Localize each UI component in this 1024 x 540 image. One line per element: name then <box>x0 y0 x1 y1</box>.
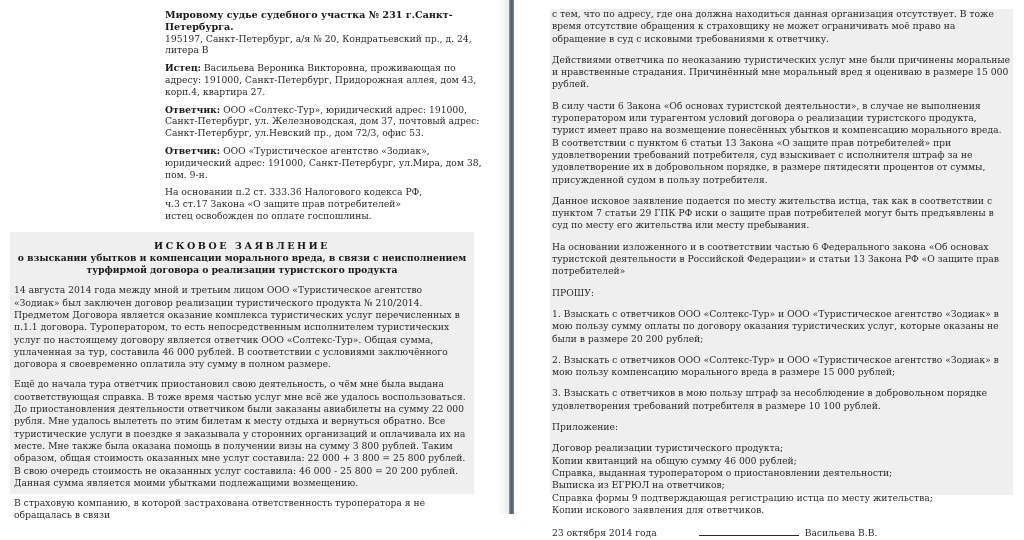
attachments-list <box>552 443 1011 517</box>
attachment-item: Выписка из ЕГРЮЛ на ответчиков; <box>552 480 725 492</box>
plaintiff-block <box>165 63 487 98</box>
attachment-item: Договор реализации туристического продукта; <box>552 443 784 455</box>
document-subtitle: о взыскании убытков и компенсации морального вреда, в связи с неисполнением турфирмой договора о реализации туристского продукта <box>17 253 467 277</box>
addressee-block <box>165 10 487 223</box>
document-title: ИСКОВОЕ ЗАЯВЛЕНИЕ <box>154 241 330 252</box>
request-item: 1. Взыскать с ответчиков ООО «Солтекс-Тур» и ООО «Туристическое агентство «Зодиак» в мою пользу сумму оплаты по договору оказания туристических услуг, которые оказаны не были в размере 20 200 рублей; <box>552 308 999 345</box>
paragraph: с тем, что по адресу, где она должна находиться данная организация отсутствует. В тоже время отсутствие обращения к страховщику не может ограничивать моё право на обращение в суд с исковыми требованиями к ответчику. <box>552 9 994 45</box>
attachment-item: Справка, выданная туроператором о приостановлении деятельности; <box>552 467 893 479</box>
fee-exemption-line: ч.3 ст.17 Закона «О защите прав потребителей» <box>165 199 402 211</box>
defendant-1-label: Ответчик: <box>165 104 221 116</box>
paragraph: На основании изложенного и в соответствии частью 6 Федерального закона «Об основах туристской деятельности в Российской Федерации» и статьи 13 Закона РФ «О защите прав потребителей» <box>552 241 999 278</box>
plaintiff-text: Васильева Вероника Викторовна, проживающая по адресу: 191000, Санкт-Петербург, Придорожная аллея, дом 43, корп.4, квартира 27. <box>165 63 477 98</box>
defendant-2-label: Ответчик: <box>165 145 221 157</box>
attachment-item: Копии квитанций на общую сумму 46 000 рублей; <box>552 455 797 467</box>
attachment-item: Справка формы 9 подтверждающая регистрацию истца по месту жительства; <box>552 492 933 504</box>
attachment-item: Копии искового заявления для ответчиков. <box>552 504 765 516</box>
fee-exemption <box>165 187 487 222</box>
paragraph: В страховую компанию, в которой застрахована ответственность туроператора я не обращалась в связи <box>14 498 426 522</box>
page-left <box>0 0 508 522</box>
paragraph: Ещё до начала тура ответчик приостановил свою деятельность, о чём мне была выдана соответствующая справка. В тоже время частью услуг мне всё же удалось воспользоваться. До приостановления деятельности ответчиком были заказаны авиабилеты на сумму 22 000 рубля. Мне удалось вылететь по этим билетам к месту отдыха и вернуться обратно. Все туристические услуги в поездке я заказывала у сторонних организаций и оплачивала их на месте. Мне также была оказана помощь в получении визы на сумму 3 800 рублей. Таким образом, общая стоимость оказанных мне услуг составила: 22 000 + 3 800 = 25 800 рублей. В свою очередь стоимость не оказанных услуг составила: 46 000 - 25 800 = 20 200 рублей. Данная сумма является моими убытками подлежащими возмещению. <box>14 379 466 489</box>
signature-name: Васильева В.В. <box>804 528 878 540</box>
signing-date: 23 октября 2014 года <box>552 528 657 540</box>
claim-body-right <box>550 9 1013 540</box>
signature-row <box>552 526 1011 540</box>
defendant-1-text: ООО «Солтекс-Тур», юридический адрес: 191000, Санкт-Петербург, ул. Железноводская, дом 37, почтовый адрес: Санкт-Петербург, ул.Невский пр., дом 72/3, офис 53. <box>165 104 480 140</box>
defendant-2-block <box>165 146 487 181</box>
fee-exemption-line: истец освобожден по оплате госпошлины. <box>165 210 372 222</box>
fee-exemption-line: На основании п.2 ст. 333.36 Налогового кодекса РФ, <box>165 187 423 199</box>
paragraph: Данное исковое заявление подается по месту жительства истца, так как в соответствии с пунктом 7 статьи 29 ГПК РФ иски о защите прав потребителей могут быть предъявлены в суд по месту его жительства или месту пребывания. <box>552 195 994 232</box>
request-heading: ПРОШУ: <box>552 287 594 299</box>
attachments-heading: Приложение: <box>552 422 619 434</box>
claim-body-left <box>10 232 474 522</box>
paragraph: 14 августа 2014 года между мной и третьим лицом ООО «Туристическое агентство «Зодиак» был заключен договор реализации туристического продукта № 210/2014. Предметом Договора является оказание комплекса туристических услуг перечисленных в п.1.1 договора. Туроператором, то есть непосредственным исполнителем туристических услуг по настоящему договору является ответчик ООО «Солтекс-Тур». Общая сумма, уплаченная за тур, составила 46 000 рублей. В соответствии с условиями заключённого договора я своевременно оплатила эту сумму в полном размере. <box>14 285 460 371</box>
court-name: Мировому судье судебного участка № 231 г.Санкт-Петербурга. <box>165 10 453 33</box>
request-item: 2. Взыскать с ответчиков ООО «Солтекс-Тур» и ООО «Туристическое агентство «Зодиак» в мою пользу компенсацию морального вреда в размере 15 000 рублей; <box>552 354 999 379</box>
plaintiff-label: Истец: <box>165 63 201 75</box>
page-divider <box>509 0 514 514</box>
paragraph: В силу части 6 Закона «Об основах туристской деятельности», в случае не выполнения туроператором или турагентом условий договора о реализации туристского продукта, турист имеет право на возмещение понесённых убытков и компенсацию морального вреда. В соответствии с пунктом 6 статьи 13 Закона «О защите прав потребителей» при удовлетворении требований потребителя, суд взыскивает с исполнителя штраф за не удовлетворение их в добровольном порядке, в размере пятидесяти процентов от суммы, присужденной судом в пользу потребителя. <box>552 100 1002 186</box>
request-item: 3. Взыскать с ответчиков в мою пользу штраф за несоблюдение в добровольном порядке удовлетворения требований потребителя в размере 10 100 рублей. <box>552 388 988 412</box>
defendant-2-text: ООО «Туристическое агентство «Зодиак», юридический адрес: 191000, Санкт-Петербург, ул.Мира, дом 38, пом. 9-н. <box>165 145 482 181</box>
signature-line <box>699 526 799 536</box>
paragraph: Действиями ответчика по неоказанию туристических услуг мне были причинены моральные и нравственные страдания. Причинённый мне моральный вред я оцениваю в размере 15 000 рублей. <box>552 54 1011 91</box>
page-gutter <box>497 0 509 514</box>
defendant-1-block <box>165 105 487 140</box>
court-address: 195197, Санкт-Петербург, а/я № 20, Кондратьевский пр., д. 24, литера В <box>165 33 472 57</box>
